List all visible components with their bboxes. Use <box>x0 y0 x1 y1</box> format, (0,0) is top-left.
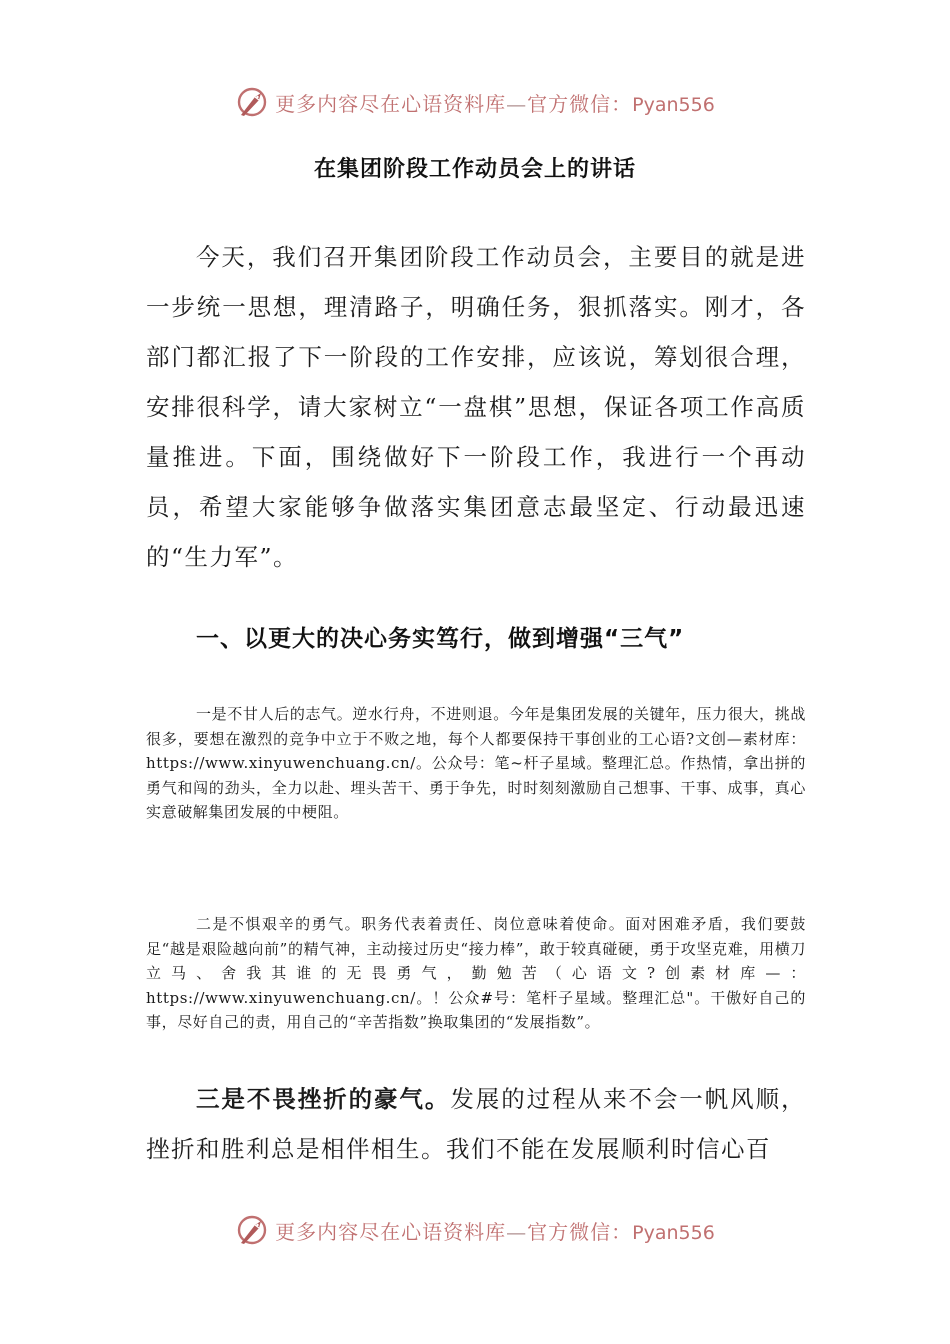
pen-nib-circle-icon <box>235 1213 269 1247</box>
paragraph-two: 二是不惧艰辛的勇气。职务代表着责任、岗位意味着使命。面对困难矛盾，我们要鼓足“越是艰险越向前”的精气神，主动接过历史“接力棒”，敢于较真碰硬，勇于攻坚克难，用横刀立马、舍我其谁的无畏勇气，勤勉苦（心语文?创素材库—：https://www.xinyuwenchuang.cn/。！公众#号：笔杆子星域。整理汇总"。干傲好自己的事，尽好自己的责，用自己的“辛苦指数”换取集团的“发展指数”。 <box>146 915 806 1031</box>
banner-main-text: 更多内容尽在心语资料库 <box>275 91 507 116</box>
paragraph-three <box>146 1074 806 1174</box>
pen-nib-circle-icon <box>235 85 269 119</box>
footer-banner <box>0 1208 950 1252</box>
banner-wechat-id: Pyan556 <box>632 1221 715 1244</box>
banner-wechat-id: Pyan556 <box>632 93 715 116</box>
banner-separator: — <box>506 1219 528 1244</box>
paragraph-three-body: 发展的过程从来不会一帆风顺，挫折和胜利总是相伴相生。我们不能在发展顺利时信心百 <box>146 1085 807 1163</box>
banner-text <box>275 1216 715 1245</box>
banner-separator: — <box>506 91 528 116</box>
section-heading: 一、以更大的决心务实笃行，做到增强“三气” <box>196 626 685 652</box>
header-banner <box>0 80 950 124</box>
paragraph-one: 一是不甘人后的志气。逆水行舟，不进则退。今年是集团发展的关键年，压力很大，挑战很多，要想在激烈的竞争中立于不败之地，每个人都要保持干事创业的工心语?文创—素材库：https://www.xinyuwenchuang.cn/。公众号：笔~杆子星域。整理汇总。作热情，拿出拼的勇气和闯的劲头，全力以赴、埋头苦干、勇于争先，时时刻刻激励自己想事、干事、成事，真心实意破解集团发展的中梗阻。 <box>146 705 806 821</box>
intro-paragraph: 今天，我们召开集团阶段工作动员会，主要目的就是进一步统一思想，理清路子，明确任务，狠抓落实。刚才，各部门都汇报了下一阶段的工作安排，应该说，筹划很合理，安排很科学，请大家树立“一盘棋”思想，保证各项工作高质量推进。下面，围绕做好下一阶段工作，我进行一个再动员，希望大家能够争做落实集团意志最坚定、行动最迅速的“生力军”。 <box>146 243 806 571</box>
banner-main-text: 更多内容尽在心语资料库 <box>275 1219 507 1244</box>
banner-official-label: 官方微信： <box>527 91 633 116</box>
banner-official-label: 官方微信： <box>527 1219 633 1244</box>
banner-text <box>275 88 715 117</box>
document-title: 在集团阶段工作动员会上的讲话 <box>313 157 636 182</box>
paragraph-three-lead: 三是不畏挫折的豪气。 <box>196 1085 451 1113</box>
